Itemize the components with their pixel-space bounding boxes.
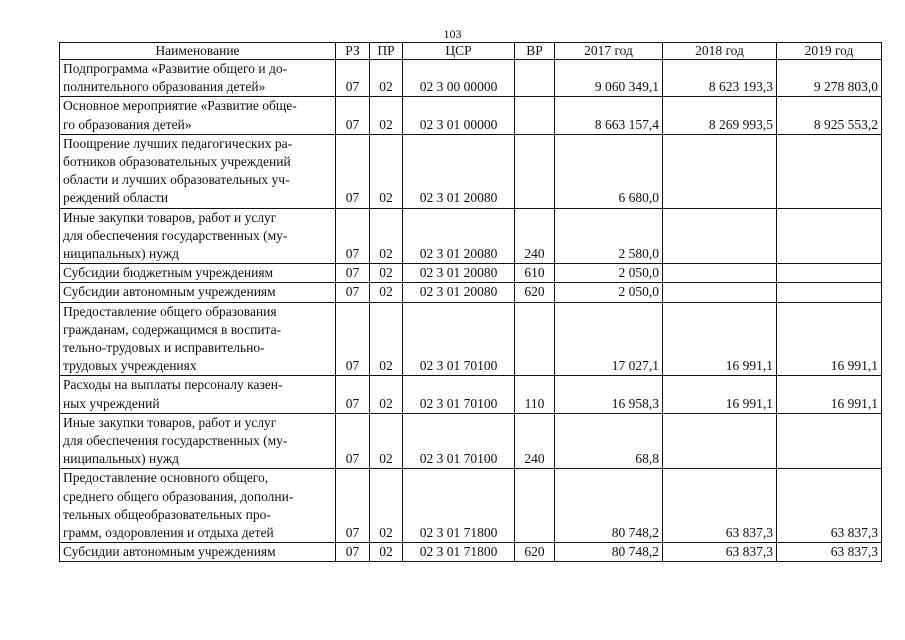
row-vr: [515, 60, 555, 97]
row-name-line: Субсидии автономным учреждениям: [63, 284, 276, 300]
row-2017: 16 958,3: [555, 376, 663, 413]
row-vr: 610: [515, 264, 555, 283]
row-vr: [515, 134, 555, 208]
row-2017: 2 050,0: [555, 283, 663, 302]
row-pr: 02: [370, 469, 403, 543]
header-2017: 2017 год: [555, 43, 663, 60]
row-2017: 68,8: [555, 413, 663, 469]
header-2019: 2019 год: [777, 43, 882, 60]
row-vr: [515, 469, 555, 543]
row-2019: 63 837,3: [777, 469, 882, 543]
row-2017: 80 748,2: [555, 543, 663, 562]
row-name-line: ниципальных) нужд: [63, 246, 180, 262]
row-rz: 07: [336, 60, 370, 97]
row-2018: [663, 208, 777, 264]
row-name-line: тельных общеобразовательных про-: [63, 506, 271, 522]
row-pr: 02: [370, 264, 403, 283]
row-2017: 2 580,0: [555, 208, 663, 264]
header-name: Наименование: [60, 43, 336, 60]
row-2017: 9 060 349,1: [555, 60, 663, 97]
row-name-line: Субсидии бюджетным учреждениям: [63, 265, 274, 281]
row-name: [60, 208, 336, 264]
row-2017: 2 050,0: [555, 264, 663, 283]
row-name-line: грамм, оздоровления и отдыха детей: [63, 525, 274, 541]
row-vr: 240: [515, 208, 555, 264]
row-name-line: Иные закупки товаров, работ и услуг: [63, 414, 277, 430]
header-vr: ВР: [515, 43, 555, 60]
row-name-line: реждений области: [63, 190, 169, 206]
row-name-line: ных учреждений: [63, 395, 160, 411]
header-pr: ПР: [370, 43, 403, 60]
table-row: [60, 134, 882, 208]
budget-table: [59, 42, 882, 562]
table-row: [60, 208, 882, 264]
row-name: [60, 543, 336, 562]
row-vr: 110: [515, 376, 555, 413]
row-name-line: Иные закупки товаров, работ и услуг: [63, 209, 277, 225]
row-pr: 02: [370, 413, 403, 469]
row-pr: 02: [370, 302, 403, 376]
row-name-line: Предоставление общего образования: [63, 303, 277, 319]
row-2019: [777, 413, 882, 469]
row-rz: 07: [336, 302, 370, 376]
table-row: [60, 264, 882, 283]
row-rz: 07: [336, 543, 370, 562]
table-row: [60, 97, 882, 134]
row-name-line: гражданам, содержащимся в воспита-: [63, 321, 282, 337]
row-csr: 02 3 01 70100: [403, 376, 515, 413]
row-pr: 02: [370, 283, 403, 302]
row-pr: 02: [370, 376, 403, 413]
row-2019: [777, 283, 882, 302]
row-2018: [663, 134, 777, 208]
row-2017: 80 748,2: [555, 469, 663, 543]
row-csr: 02 3 00 00000: [403, 60, 515, 97]
row-name-line: ниципальных) нужд: [63, 451, 180, 467]
row-2017: 6 680,0: [555, 134, 663, 208]
row-vr: 620: [515, 543, 555, 562]
row-name: [60, 413, 336, 469]
row-name-line: тельно-трудовых и исправительно-: [63, 340, 265, 356]
row-2018: [663, 413, 777, 469]
header-2018: 2018 год: [663, 43, 777, 60]
row-name-line: Поощрение лучших педагогических ра-: [63, 135, 293, 151]
row-name-line: Подпрограмма «Развитие общего и до-: [63, 61, 288, 76]
row-2019: 8 925 553,2: [777, 97, 882, 134]
row-csr: 02 3 01 20080: [403, 283, 515, 302]
row-pr: 02: [370, 208, 403, 264]
row-vr: [515, 97, 555, 134]
row-name-line: Предоставление основного общего,: [63, 470, 269, 486]
row-rz: 07: [336, 283, 370, 302]
row-2018: [663, 283, 777, 302]
row-name: [60, 134, 336, 208]
row-2017: 8 663 157,4: [555, 97, 663, 134]
row-2017: 17 027,1: [555, 302, 663, 376]
table-row: [60, 413, 882, 469]
row-2018: 63 837,3: [663, 543, 777, 562]
row-name-line: трудовых учреждениях: [63, 358, 197, 374]
row-2019: 9 278 803,0: [777, 60, 882, 97]
row-rz: 07: [336, 469, 370, 543]
row-csr: 02 3 01 00000: [403, 97, 515, 134]
header-rz: РЗ: [336, 43, 370, 60]
row-name-line: области и лучших образовательных уч-: [63, 172, 290, 188]
row-pr: 02: [370, 97, 403, 134]
row-rz: 07: [336, 376, 370, 413]
row-name: [60, 469, 336, 543]
row-vr: 240: [515, 413, 555, 469]
row-pr: 02: [370, 543, 403, 562]
row-2018: 8 623 193,3: [663, 60, 777, 97]
row-csr: 02 3 01 20080: [403, 134, 515, 208]
row-rz: 07: [336, 208, 370, 264]
row-2018: [663, 264, 777, 283]
row-name: [60, 302, 336, 376]
row-rz: 07: [336, 264, 370, 283]
row-csr: 02 3 01 70100: [403, 413, 515, 469]
row-csr: 02 3 01 20080: [403, 264, 515, 283]
row-pr: 02: [370, 60, 403, 97]
row-csr: 02 3 01 70100: [403, 302, 515, 376]
table-row: [60, 283, 882, 302]
row-rz: 07: [336, 97, 370, 134]
row-name: [60, 60, 336, 97]
row-csr: 02 3 01 71800: [403, 543, 515, 562]
row-name-line: для обеспечения государственных (му-: [63, 433, 288, 449]
row-2018: 16 991,1: [663, 376, 777, 413]
row-rz: 07: [336, 134, 370, 208]
table-body: [60, 60, 882, 562]
row-csr: 02 3 01 20080: [403, 208, 515, 264]
row-name-line: Субсидии автономным учреждениям: [63, 544, 276, 560]
row-2019: 63 837,3: [777, 543, 882, 562]
row-2019: 16 991,1: [777, 376, 882, 413]
row-2018: 63 837,3: [663, 469, 777, 543]
row-2019: [777, 264, 882, 283]
row-2018: 16 991,1: [663, 302, 777, 376]
row-2018: 8 269 993,5: [663, 97, 777, 134]
table-row: [60, 302, 882, 376]
row-name-line: среднего общего образования, дополни-: [63, 488, 294, 504]
row-name-line: для обеспечения государственных (му-: [63, 227, 288, 243]
page-number: 103: [443, 27, 462, 41]
row-pr: 02: [370, 134, 403, 208]
row-name: [60, 264, 336, 283]
row-name-line: Расходы на выплаты персоналу казен-: [63, 377, 283, 393]
row-name-line: Основное мероприятие «Развитие обще-: [63, 98, 297, 114]
row-name: [60, 283, 336, 302]
row-2019: 16 991,1: [777, 302, 882, 376]
row-name-line: ботников образовательных учреждений: [63, 154, 291, 170]
table-row: [60, 60, 882, 97]
row-csr: 02 3 01 71800: [403, 469, 515, 543]
row-name-line: го образования детей»: [63, 116, 192, 132]
row-vr: 620: [515, 283, 555, 302]
row-name-line: полнительного образования детей»: [63, 79, 266, 95]
header-csr: ЦСР: [403, 43, 515, 60]
row-vr: [515, 302, 555, 376]
table-row: [60, 376, 882, 413]
row-name: [60, 97, 336, 134]
row-name: [60, 376, 336, 413]
row-2019: [777, 134, 882, 208]
row-2019: [777, 208, 882, 264]
row-rz: 07: [336, 413, 370, 469]
header-row: [60, 43, 882, 60]
table-row: [60, 469, 882, 543]
table-row: [60, 543, 882, 562]
